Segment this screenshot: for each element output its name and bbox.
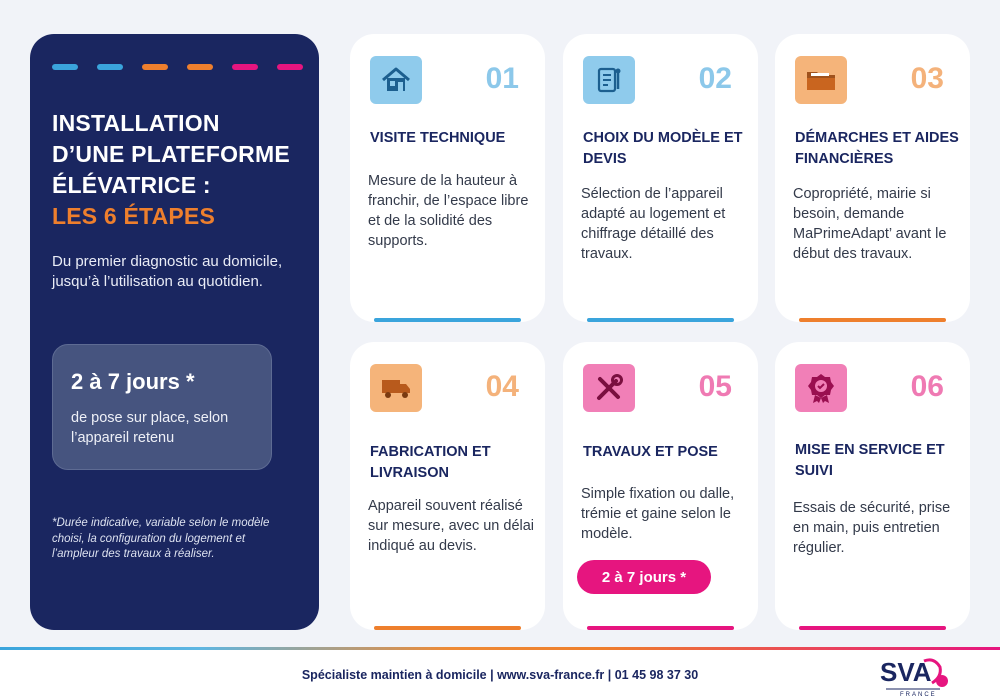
dash-3 — [142, 64, 168, 70]
step-card-4 — [350, 342, 545, 630]
step-title: TRAVAUX ET POSE — [583, 444, 718, 460]
step-title: VISITE TECHNIQUE — [370, 130, 506, 146]
dash-6 — [277, 64, 303, 70]
step-description: Sélection de l’appareil adapté au logement et chiffrage détaillé des travaux. — [581, 186, 726, 262]
duration-text: de pose sur place, selon l’appareil retenu — [71, 410, 229, 446]
step-number: 02 — [698, 62, 732, 95]
house-icon — [370, 56, 422, 104]
footnote: *Durée indicative, variable selon le modèle choisi, la configuration du logement et l’ampleur des travaux à réaliser. — [52, 517, 270, 560]
logo-subtext: FRANCE — [900, 692, 937, 697]
title-line-2: D’UNE PLATEFORME — [52, 141, 290, 167]
step-card-6 — [775, 342, 970, 630]
intro-panel — [30, 34, 319, 630]
step-number: 03 — [910, 62, 944, 95]
step-accent-bar — [374, 626, 521, 630]
step-accent-bar — [587, 626, 734, 630]
duration-pill: 2 à 7 jours * — [577, 560, 711, 594]
logo-text: SVA — [880, 657, 932, 687]
duration-value: 2 à 7 jours * — [71, 369, 195, 394]
step-description: Essais de sécurité, prise en main, puis entretien régulier. — [793, 500, 951, 556]
page-subtitle: Du premier diagnostic au domicile, jusqu’à l’utilisation au quotidien. — [52, 253, 283, 290]
step-card-5 — [563, 342, 758, 630]
dash-4 — [187, 64, 213, 70]
step-title: DÉMARCHES ET AIDES FINANCIÈRES — [795, 130, 959, 167]
step-accent-bar — [374, 318, 521, 322]
step-number: 01 — [485, 62, 519, 95]
footer — [0, 650, 1000, 700]
page-title — [52, 108, 307, 232]
step-number: 06 — [910, 370, 944, 403]
step-accent-bar — [587, 318, 734, 322]
dash-1 — [52, 64, 78, 70]
step-title: CHOIX DU MODÈLE ET DEVIS — [583, 130, 743, 167]
dash-5 — [232, 64, 258, 70]
step-number: 04 — [485, 370, 519, 403]
step-description: Appareil souvent réalisé sur mesure, avec un délai indiqué au devis. — [368, 498, 535, 554]
footer-contact: Spécialiste maintien à domicile | www.sva-france.fr | 01 45 98 37 30 — [301, 668, 699, 682]
step-description: Copropriété, mairie si besoin, demande MaPrimeAdapt’ avant le début des travaux. — [793, 186, 947, 262]
truck-icon — [370, 364, 422, 412]
title-accent: LES 6 ÉTAPES — [52, 203, 216, 229]
step-title: FABRICATION ET LIVRAISON — [370, 444, 491, 481]
step-accent-bar — [799, 626, 946, 630]
color-dashes — [52, 64, 303, 70]
step-description: Simple fixation ou dalle, trémie et gaine selon le modèle. — [581, 486, 735, 542]
sva-logo — [880, 653, 950, 697]
step-card-3 — [775, 34, 970, 322]
tools-icon — [583, 364, 635, 412]
step-accent-bar — [799, 318, 946, 322]
step-description: Mesure de la hauteur à franchir, de l’espace libre et de la solidité des supports. — [368, 173, 529, 249]
step-number: 05 — [698, 370, 732, 403]
folder-icon — [795, 56, 847, 104]
title-line-1: INSTALLATION — [52, 110, 220, 136]
step-title: MISE EN SERVICE ET SUIVI — [795, 442, 945, 479]
step-card-1 — [350, 34, 545, 322]
document-tools-icon — [583, 56, 635, 104]
step-card-2 — [563, 34, 758, 322]
duration-box — [52, 344, 272, 470]
award-badge-icon — [795, 364, 847, 412]
dash-2 — [97, 64, 123, 70]
title-line-3: ÉLÉVATRICE : — [52, 172, 211, 198]
